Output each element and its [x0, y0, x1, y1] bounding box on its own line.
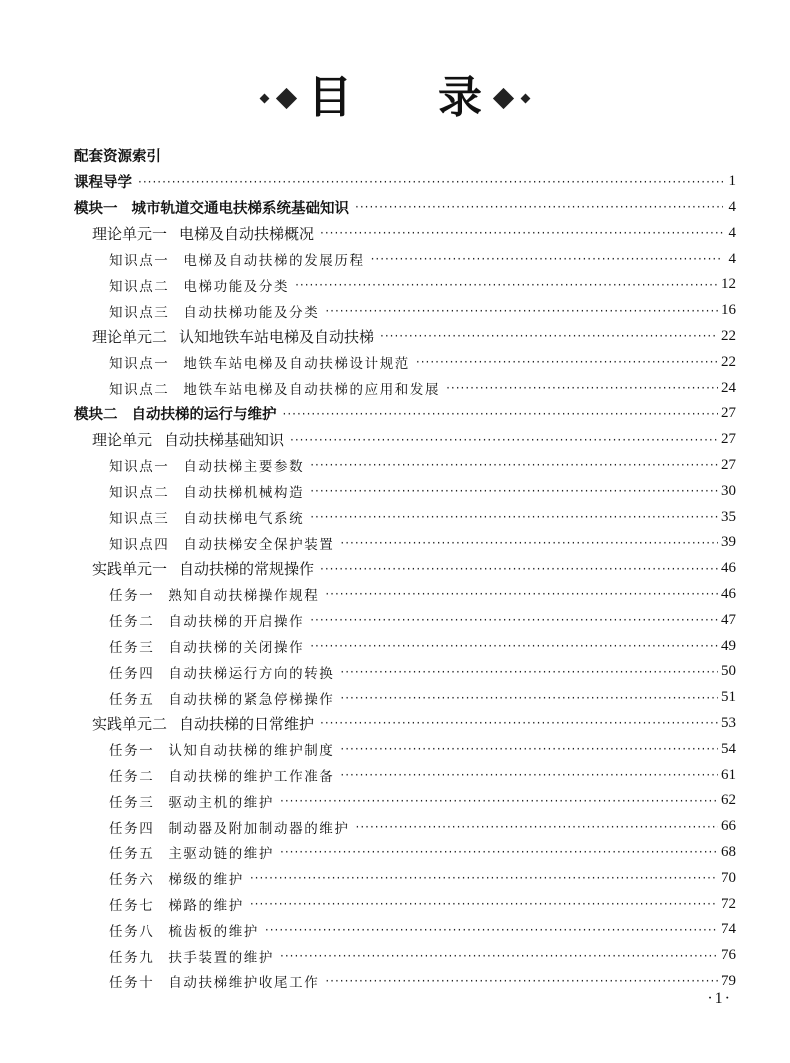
toc-entry-page: 74	[721, 921, 736, 938]
dot-leader	[310, 639, 718, 653]
toc-entry-title: 认知地铁车站电梯及自动扶梯	[179, 327, 375, 346]
toc-entry-label	[109, 352, 410, 372]
toc-entry-title: 自动扶梯维护收尾工作	[168, 975, 320, 992]
toc-entry-label	[109, 481, 304, 501]
toc-entry-number: 任务四	[109, 820, 155, 837]
dot-leader	[340, 536, 718, 550]
toc-entry-label	[109, 868, 244, 888]
toc-entry-number: 实践单元一	[92, 560, 168, 579]
dot-leader	[310, 613, 718, 627]
toc-entry-title: 地铁车站电梯及自动扶梯的应用和发展	[183, 382, 441, 399]
toc-entry-label	[109, 584, 319, 604]
toc-entry-title: 城市轨道交通电扶梯系统基础知识	[131, 200, 349, 217]
toc-entry	[74, 762, 736, 788]
toc-entry-number: 实践单元二	[92, 714, 168, 733]
toc-entry-page: 4	[728, 250, 736, 267]
title-char-1: 目	[308, 72, 352, 123]
toc-entry-page: 4	[728, 198, 736, 215]
toc-entry-number: 理论单元二	[92, 327, 168, 346]
toc-entry-title: 梯路的维护	[168, 898, 244, 914]
dot-leader	[325, 587, 718, 601]
toc-entry-title: 课程导学	[74, 175, 132, 192]
toc-entry-page: 35	[721, 508, 736, 525]
toc-entry-page: 49	[721, 637, 736, 654]
toc-entry	[74, 607, 736, 633]
toc-entry	[74, 272, 736, 298]
toc-entry-label	[109, 842, 274, 862]
toc-entry-number: 任务七	[109, 898, 155, 914]
toc-entry	[74, 349, 736, 375]
toc-entry-page: 51	[721, 689, 736, 706]
toc-entry-title: 自动扶梯基础知识	[164, 431, 285, 450]
table-of-contents	[74, 143, 736, 994]
dot-leader	[280, 949, 718, 963]
toc-entry	[74, 504, 736, 530]
toc-entry	[74, 633, 736, 659]
toc-entry-number: 任务十	[109, 975, 155, 992]
toc-entry-label	[109, 455, 304, 475]
toc-entry	[74, 220, 736, 246]
toc-entry-page: 24	[721, 379, 736, 396]
toc-entry	[74, 169, 736, 195]
toc-entry-number: 任务八	[109, 923, 155, 940]
toc-entry-label	[109, 739, 334, 759]
toc-entry	[74, 478, 736, 504]
toc-entry-title: 电梯及自动扶梯的发展历程	[183, 253, 365, 270]
toc-entry-number: 模块一	[74, 200, 118, 217]
toc-entry-number: 任务三	[109, 794, 155, 811]
toc-entry-number: 任务二	[109, 769, 155, 786]
dot-leader	[380, 329, 718, 343]
toc-entry-label	[74, 403, 277, 424]
toc-entry-number: 知识点二	[109, 278, 170, 295]
dot-leader	[310, 458, 718, 472]
dot-leader	[340, 665, 718, 679]
toc-entry	[74, 891, 736, 917]
toc-entry	[74, 736, 736, 762]
toc-entry-number: 任务九	[109, 949, 155, 966]
dot-leader	[320, 716, 718, 730]
toc-entry-title: 自动扶梯的维护工作准备	[168, 769, 335, 786]
toc-entry	[74, 917, 736, 943]
toc-entry-title: 自动扶梯的运行与维护	[131, 407, 277, 424]
toc-entry-page: 1	[728, 173, 736, 190]
dot-leader	[446, 381, 718, 395]
toc-entry-page: 68	[721, 843, 736, 860]
dot-leader	[290, 433, 718, 447]
toc-entry-title: 电梯功能及分类	[183, 278, 290, 295]
dot-leader	[138, 175, 723, 189]
toc-entry-title: 自动扶梯电气系统	[183, 511, 305, 528]
toc-entry-page: 61	[721, 766, 736, 783]
page-number: ·1·	[707, 990, 732, 1007]
dot-leader	[250, 871, 718, 885]
toc-entry	[74, 375, 736, 401]
toc-entry-title: 配套资源索引	[74, 149, 161, 166]
toc-entry-label	[92, 223, 314, 244]
toc-entry-number: 任务五	[109, 846, 155, 863]
toc-entry-title: 自动扶梯的开启操作	[168, 614, 305, 631]
toc-entry-label	[109, 636, 304, 656]
toc-entry	[74, 943, 736, 969]
toc-entry-title: 梳齿板的维护	[168, 923, 259, 940]
toc-entry-label	[109, 894, 244, 914]
title-char-2: 录	[438, 72, 482, 123]
toc-entry-label	[109, 920, 259, 940]
dot-leader	[283, 407, 719, 421]
dot-leader	[371, 252, 723, 266]
toc-entry-page: 12	[721, 276, 736, 293]
toc-entry-page: 22	[721, 353, 736, 370]
toc-entry-label	[109, 817, 350, 837]
diamond-ornament-icon	[521, 93, 531, 103]
diamond-ornament-icon	[260, 93, 270, 103]
dot-leader	[310, 484, 718, 498]
diamond-ornament-icon	[493, 87, 514, 108]
toc-entry	[74, 865, 736, 891]
toc-entry-label	[109, 301, 319, 321]
toc-entry	[74, 427, 736, 453]
toc-entry-number: 知识点二	[109, 382, 170, 399]
toc-entry-number: 理论单元	[92, 431, 153, 450]
toc-entry	[74, 969, 736, 995]
toc-entry	[74, 582, 736, 608]
toc-entry-label	[109, 688, 334, 708]
toc-entry-label	[92, 713, 314, 734]
toc-entry-title: 梯级的维护	[168, 872, 244, 889]
toc-entry	[74, 324, 736, 350]
toc-entry-number: 知识点三	[109, 511, 170, 528]
toc-entry-page: 16	[721, 302, 736, 319]
toc-entry-label	[74, 145, 161, 166]
toc-entry	[74, 685, 736, 711]
toc-entry-number: 知识点四	[109, 536, 170, 553]
dot-leader	[355, 200, 723, 214]
toc-entry	[74, 195, 736, 221]
toc-entry-title: 主驱动链的维护	[168, 846, 275, 863]
toc-entry	[74, 246, 736, 272]
toc-entry	[74, 298, 736, 324]
toc-entry-title: 制动器及附加制动器的维护	[168, 820, 350, 837]
toc-entry-page: 54	[721, 740, 736, 757]
toc-entry-page: 72	[721, 895, 736, 912]
toc-entry-number: 理论单元一	[92, 224, 168, 243]
toc-entry-title: 电梯及自动扶梯概况	[179, 224, 315, 243]
toc-entry-page: 46	[721, 560, 736, 577]
toc-entry-title: 熟知自动扶梯操作规程	[168, 588, 320, 605]
toc-entry	[74, 711, 736, 737]
toc-entry-title: 自动扶梯的关闭操作	[168, 640, 305, 657]
toc-entry-label	[109, 791, 274, 811]
dot-leader	[265, 923, 718, 937]
toc-entry-page: 76	[721, 947, 736, 964]
toc-entry-title: 自动扶梯的紧急停梯操作	[168, 691, 335, 708]
dot-leader	[325, 974, 718, 988]
toc-entry-title: 自动扶梯机械构造	[183, 485, 305, 502]
dot-leader	[250, 897, 718, 911]
toc-entry-page: 50	[721, 663, 736, 680]
toc-entry	[74, 840, 736, 866]
toc-entry-label	[109, 662, 334, 682]
toc-entry-title: 自动扶梯主要参数	[183, 459, 305, 476]
toc-entry-number: 任务四	[109, 665, 155, 682]
dot-leader	[280, 845, 718, 859]
toc-entry-label	[109, 971, 319, 991]
toc-entry-number: 知识点三	[109, 304, 170, 321]
toc-entry-number: 任务二	[109, 614, 155, 631]
toc-entry	[74, 659, 736, 685]
dot-leader	[340, 768, 718, 782]
toc-entry-number: 任务一	[109, 588, 155, 605]
toc-entry-page: 27	[721, 405, 736, 422]
toc-entry-page: 53	[721, 714, 736, 731]
toc-entry-label	[109, 249, 365, 269]
toc-entry-number: 任务三	[109, 640, 155, 657]
toc-entry-title: 认知自动扶梯的维护制度	[168, 743, 335, 760]
toc-entry-page: 47	[721, 611, 736, 628]
toc-entry	[74, 143, 736, 169]
diamond-ornament-icon	[276, 87, 297, 108]
dot-leader	[325, 304, 718, 318]
toc-entry-label	[92, 558, 314, 579]
toc-entry-title: 自动扶梯的日常维护	[179, 714, 315, 733]
toc-entry-number: 知识点一	[109, 459, 170, 476]
toc-entry-page: 30	[721, 482, 736, 499]
toc-entry-label	[109, 507, 304, 527]
toc-entry	[74, 530, 736, 556]
toc-entry-number: 知识点一	[109, 253, 170, 270]
toc-entry-page: 70	[721, 869, 736, 886]
dot-leader	[320, 226, 723, 240]
toc-entry-page: 66	[721, 818, 736, 835]
toc-entry-number: 知识点二	[109, 485, 170, 502]
toc-entry-number: 任务一	[109, 743, 155, 760]
toc-entry-number: 任务五	[109, 691, 155, 708]
dot-leader	[295, 278, 718, 292]
toc-entry-number: 模块二	[74, 407, 118, 424]
toc-entry-title: 自动扶梯运行方向的转换	[168, 665, 335, 682]
toc-entry	[74, 814, 736, 840]
dot-leader	[310, 510, 718, 524]
toc-entry-title: 驱动主机的维护	[168, 794, 275, 811]
toc-entry-page: 4	[728, 224, 736, 241]
toc-entry-page: 62	[721, 792, 736, 809]
toc-entry-title: 自动扶梯的常规操作	[179, 560, 315, 579]
toc-entry	[74, 788, 736, 814]
toc-entry-page: 39	[721, 534, 736, 551]
dot-leader	[340, 691, 718, 705]
toc-entry-label	[109, 610, 304, 630]
toc-entry-label	[109, 946, 274, 966]
toc-entry-page: 22	[721, 327, 736, 344]
dot-leader	[356, 820, 718, 834]
toc-entry-title: 扶手装置的维护	[168, 949, 275, 966]
toc-entry-label	[109, 533, 334, 553]
toc-entry-label	[109, 378, 440, 398]
toc-entry-page: 79	[721, 972, 736, 989]
toc-entry-label	[92, 326, 374, 347]
toc-entry-title: 地铁车站电梯及自动扶梯设计规范	[183, 356, 410, 373]
dot-leader	[320, 562, 718, 576]
toc-entry-label	[74, 197, 349, 218]
toc-entry	[74, 556, 736, 582]
toc-entry-page: 27	[721, 431, 736, 448]
toc-entry-title: 自动扶梯功能及分类	[183, 304, 320, 321]
toc-entry-number: 知识点一	[109, 356, 170, 373]
toc-entry-label	[109, 765, 334, 785]
dot-leader	[340, 742, 718, 756]
toc-entry-page: 46	[721, 585, 736, 602]
toc-entry-number: 任务六	[109, 872, 155, 889]
toc-entry-title: 自动扶梯安全保护装置	[183, 536, 335, 553]
dot-leader	[416, 355, 718, 369]
toc-entry	[74, 453, 736, 479]
page-title	[0, 70, 790, 126]
toc-entry-page: 27	[721, 456, 736, 473]
dot-leader	[280, 794, 718, 808]
toc-entry-label	[74, 171, 132, 192]
toc-entry	[74, 401, 736, 427]
toc-entry-label	[109, 275, 289, 295]
toc-entry-label	[92, 429, 284, 450]
